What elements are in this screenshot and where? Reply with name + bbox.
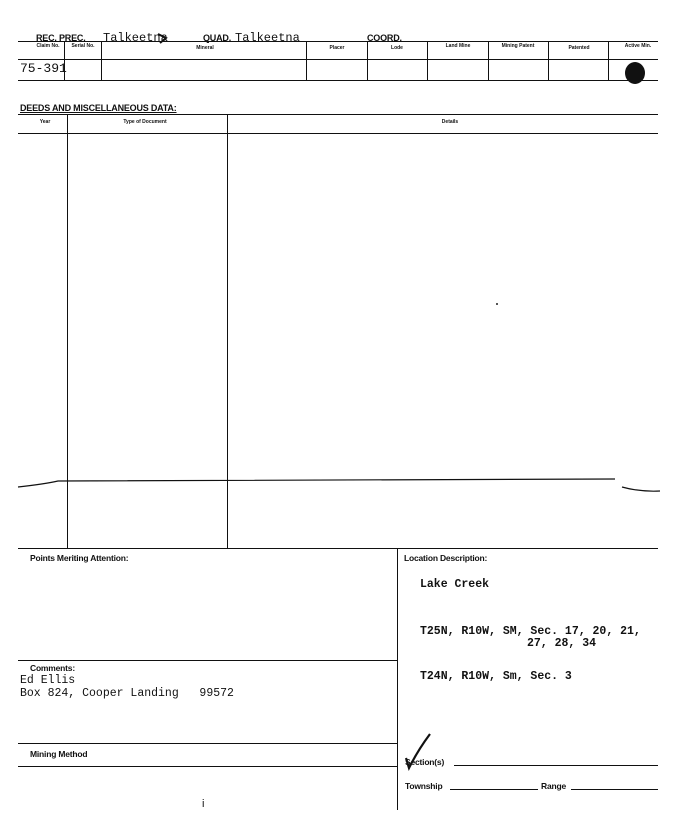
mining-bottom-rule bbox=[18, 766, 397, 767]
coord-label: COORD. bbox=[367, 33, 402, 43]
header-divider bbox=[488, 41, 489, 80]
location-label: Location Description: bbox=[404, 553, 488, 563]
col-serial-no: Serial No. bbox=[71, 43, 95, 49]
col-mining-patent: Mining Patent bbox=[501, 43, 535, 49]
header-divider bbox=[427, 41, 428, 80]
location-desc-1-line-1: T25N, R10W, SM, Sec. 17, 20, 21, bbox=[420, 625, 641, 638]
col-placer: Placer bbox=[329, 45, 345, 51]
col-active-min: Active Min. bbox=[624, 43, 652, 49]
quad-value: Talkeetna bbox=[235, 31, 300, 45]
lower-section-top-rule bbox=[18, 548, 658, 549]
quad-label: QUAD. bbox=[203, 33, 231, 43]
township-fill-line bbox=[450, 789, 538, 790]
col-lode: Lode bbox=[391, 45, 403, 51]
header-divider bbox=[548, 41, 549, 80]
stray-mark: i bbox=[202, 798, 205, 810]
speck-mark bbox=[496, 303, 498, 305]
header-divider bbox=[306, 41, 307, 80]
col-mineral: Mineral bbox=[196, 45, 214, 51]
township-label: Township bbox=[405, 781, 443, 791]
deeds-header-rule bbox=[18, 133, 658, 134]
points-label: Points Meriting Attention: bbox=[30, 553, 129, 563]
handwritten-arrow-mark bbox=[150, 30, 180, 54]
comments-line-2: Box 824, Cooper Landing 99572 bbox=[20, 687, 234, 700]
section-label: Section(s) bbox=[405, 757, 445, 767]
header-top-rule bbox=[18, 41, 658, 42]
header-bottom-rule bbox=[18, 80, 658, 81]
header-mid-rule bbox=[18, 59, 658, 60]
handwritten-checkmark bbox=[396, 728, 436, 774]
header-divider bbox=[367, 41, 368, 80]
section-fill-line bbox=[454, 765, 658, 766]
col-land-mine: Land Mine bbox=[445, 43, 471, 49]
range-label: Range bbox=[541, 781, 566, 791]
deeds-col-type: Type of Document bbox=[123, 119, 167, 125]
comments-label: Comments: bbox=[30, 663, 75, 673]
comments-line-1: Ed Ellis bbox=[20, 674, 76, 687]
deeds-section-title: DEEDS AND MISCELLANEOUS DATA: bbox=[20, 103, 177, 113]
col-claim-no: Claim No. bbox=[36, 43, 60, 49]
header-divider bbox=[608, 41, 609, 80]
location-place: Lake Creek bbox=[420, 578, 490, 591]
claim-no-value: 75-391 bbox=[20, 61, 67, 76]
header-divider bbox=[101, 41, 102, 80]
col-patented: Patented bbox=[568, 45, 590, 51]
deeds-col-year: Year bbox=[39, 119, 51, 125]
mining-method-label: Mining Method bbox=[30, 749, 88, 759]
location-desc-1-line-2: 27, 28, 34 bbox=[527, 637, 597, 650]
fold-line-mark bbox=[0, 470, 678, 500]
comments-top-rule bbox=[18, 660, 397, 661]
rec-prec-value: Talkeetna bbox=[103, 31, 168, 45]
location-desc-2: T24N, R10W, Sm, Sec. 3 bbox=[420, 670, 572, 683]
rec-prec-label: REC. PREC. bbox=[36, 33, 86, 43]
range-fill-line bbox=[571, 789, 658, 790]
deeds-col-details: Details bbox=[441, 119, 459, 125]
deeds-top-rule bbox=[18, 114, 658, 115]
mining-top-rule bbox=[18, 743, 397, 744]
filled-dot-mark bbox=[625, 62, 645, 84]
